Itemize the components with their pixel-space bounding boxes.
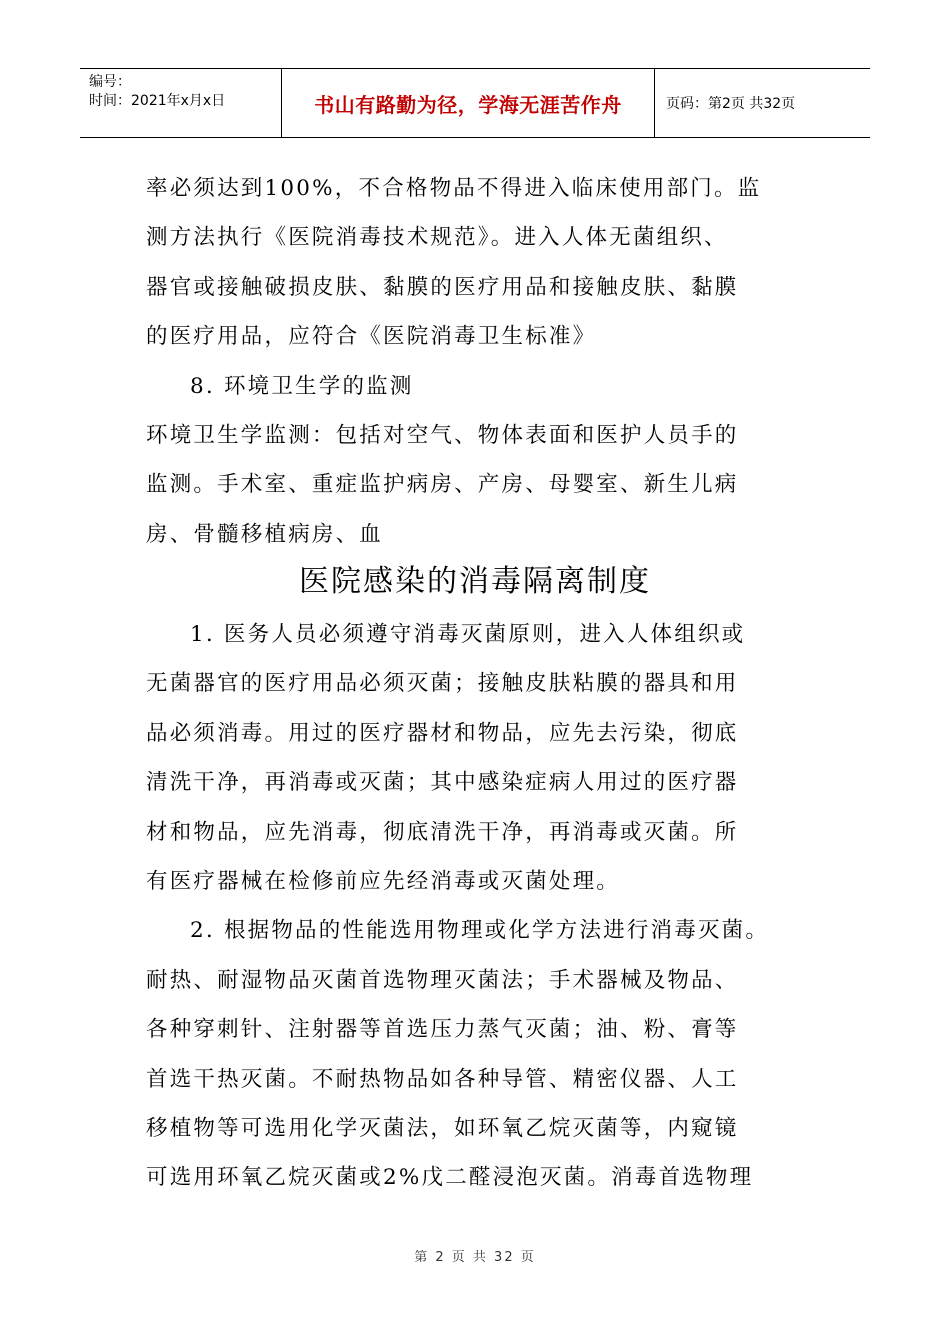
text-line: 首选干热灭菌。不耐热物品如各种导管、精密仪器、人工: [146, 1066, 739, 1092]
text-line: 耐热、耐湿物品灭菌首选物理灭菌法；手术器械及物品、: [146, 967, 739, 993]
document-number-label: 编号：: [89, 74, 131, 90]
header-meta: [89, 73, 225, 111]
text-line: 率必须达到100%，不合格物品不得进入临床使用部门。监: [146, 176, 762, 201]
text-line: 各种穿刺针、注射器等首选压力蒸气灭菌；油、粉、膏等: [146, 1017, 739, 1043]
document-header: [80, 68, 870, 138]
text-line: 清洗干净，再消毒或灭菌；其中感染症病人用过的医疗器: [146, 770, 739, 796]
text-line: 的医疗用品，应符合《医院消毒卫生标准》: [146, 324, 597, 350]
text-line: 移植物等可选用化学灭菌法，如环氧乙烷灭菌等，内窥镜: [146, 1115, 739, 1141]
document-time-label: 时间：2021年x月x日: [89, 93, 226, 109]
page-footer: 第 2 页 共 32 页: [414, 1250, 536, 1265]
text-line: 有医疗器械在检修前应先经消毒或灭菌处理。: [146, 868, 621, 894]
text-line: 环境卫生学监测：包括对空气、物体表面和医护人员手的: [146, 422, 739, 448]
text-line: 材和物品，应先消毒，彻底清洗干净，再消毒或灭菌。所: [146, 819, 739, 845]
text-line: 房、骨髓移植病房、血: [146, 521, 384, 547]
text-line: 测方法执行《医院消毒技术规范》。进入人体无菌组织、: [146, 225, 728, 251]
text-line: 2. 根据物品的性能选用物理或化学方法进行消毒灭菌。: [190, 918, 770, 944]
text-line: 1. 医务人员必须遵守消毒灭菌原则，进入人体组织或: [190, 622, 746, 647]
body-paragraph-bottom: [146, 610, 816, 1203]
text-line: 可选用环氧乙烷灭菌或2%戊二醛浸泡灭菌。消毒首选物理: [146, 1165, 754, 1191]
text-line: 无菌器官的医疗用品必须灭菌；接触皮肤粘膜的器具和用: [146, 671, 739, 697]
section-title: 医院感染的消毒隔离制度: [299, 564, 651, 599]
body-paragraph-top: [146, 164, 816, 559]
text-line: 监测。手术室、重症监护病房、产房、母婴室、新生儿病: [146, 472, 739, 498]
text-line: 器官或接触破损皮肤、黏膜的医疗用品和接触皮肤、黏膜: [146, 274, 739, 300]
text-line: 品必须消毒。用过的医疗器材和物品，应先去污染，彻底: [146, 720, 739, 746]
header-motto: 书山有路勤为径，学海无涯苦作舟: [314, 92, 622, 117]
header-divider: [654, 69, 655, 137]
section-heading-8: 8. 环境卫生学的监测: [190, 373, 414, 399]
header-page-label: 页码：第2页 共32页: [666, 96, 796, 112]
